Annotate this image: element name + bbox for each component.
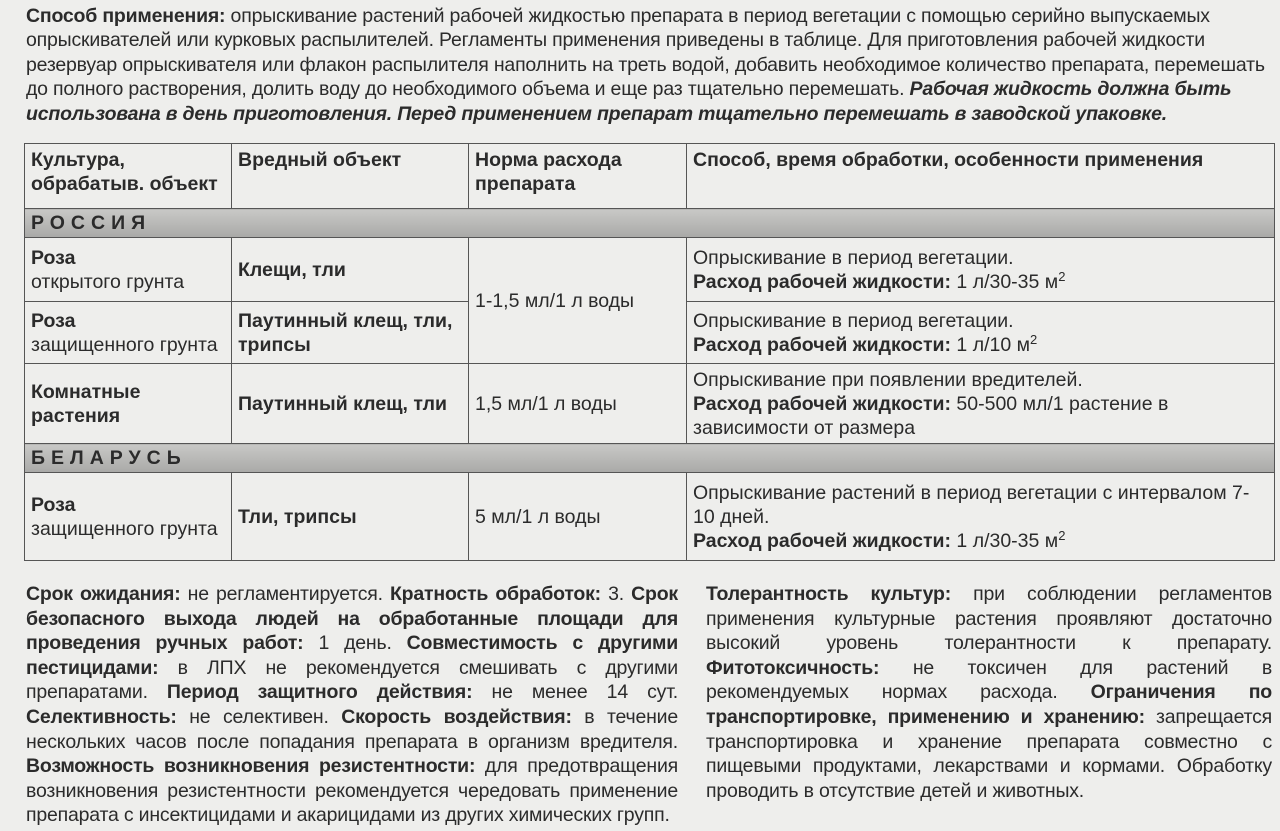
compat-label: Совместимость с другими пестицидами: xyxy=(26,632,678,679)
consumption-value: 1 л/30-35 м xyxy=(951,270,1059,293)
consumption-value: 50-500 мл/1 растение в зависимости от размера xyxy=(693,392,1169,439)
application-method-text: опрыскивание растений рабочей жидкостью препарата в период вегетации с помощью серийно выпускаемых опрыскивателей или курковых распылителей. Регламенты применения приведены в таблице. Для приготовления рабочей жидкости резервуар опрыскивателя или флакон распылителя наполнить на треть водой, добавить необходимое количество препарата, перемешать до полного растворения, долить воду до необходимого объема и еще раз тщательно перемешать. xyxy=(26,5,1265,101)
header-rate: Норма расхода препарата xyxy=(469,144,687,209)
application-method-label: Способ применения: xyxy=(26,5,226,27)
table-row xyxy=(25,473,1275,561)
phytotoxicity-label: Фитотоксичность: xyxy=(706,656,880,679)
method-cell xyxy=(687,238,1275,302)
pest-cell: Клещи, тли xyxy=(232,238,469,302)
pest-cell: Паутинный клещ, тли, трипсы xyxy=(232,302,469,364)
method-cell xyxy=(687,364,1275,444)
speed-text: в течение нескольких часов после попадания препарата в организм вредителя. xyxy=(26,705,678,753)
header-crop: Культура, обрабатыв. объект xyxy=(25,144,232,209)
speed-label: Скорость воздействия: xyxy=(341,705,572,728)
waiting-text: не регламентируется. xyxy=(180,583,390,605)
resistance-label: Возможность возникновения резистентности: xyxy=(26,755,476,778)
phytotoxicity-text: не токсичен для растений в рекомендуемых нормах расхода. xyxy=(706,656,1272,704)
period-label: Период защитного действия: xyxy=(166,681,473,704)
resistance-text: для предотвращения возникновения резистентности рекомендуется чередовать применение препарата с инсектицидами и акарицидами из других химических групп. xyxy=(26,755,678,827)
table-header-row xyxy=(25,144,1275,209)
waiting-label: Срок ожидания: xyxy=(26,583,181,605)
crop-cell: Комнатные растения xyxy=(25,364,232,444)
crop-cell xyxy=(25,238,232,302)
method-text: Опрыскивание в период вегетации. xyxy=(693,309,1014,332)
crop-sub: защищенного грунта xyxy=(31,517,218,540)
rate-cell: 1,5 мл/1 л воды xyxy=(469,364,687,444)
rate-cell: 1-1,5 мл/1 л воды xyxy=(469,238,687,364)
pest-cell: Паутинный клещ, тли xyxy=(232,364,469,444)
notes-column-left xyxy=(26,582,678,828)
crop-name: Роза xyxy=(31,246,76,269)
selectivity-text: не селективен. xyxy=(176,705,342,728)
reentry-label: Срок безопасного выхода людей на обработанные площади для проведения ручных работ: xyxy=(26,583,678,655)
unit-superscript: 2 xyxy=(1058,268,1066,284)
crop-sub: защищенного грунта xyxy=(31,333,218,356)
rate-cell: 5 мл/1 л воды xyxy=(469,473,687,561)
application-method-paragraph xyxy=(26,4,1270,126)
country-belarus: БЕЛАРУСЬ xyxy=(25,444,1275,473)
table-row xyxy=(25,364,1275,444)
crop-cell xyxy=(25,473,232,561)
regulation-table xyxy=(24,143,1275,561)
restrictions-label: Ограничения по транспортировке, применению и хранению: xyxy=(706,681,1272,728)
crop-sub: открытого грунта xyxy=(31,270,185,293)
table-row xyxy=(25,238,1275,302)
pest-cell: Тли, трипсы xyxy=(232,473,469,561)
period-text: не менее 14 сут. xyxy=(472,681,678,704)
method-text: Опрыскивание при появлении вредителей. xyxy=(693,368,1083,391)
application-warning: Рабочая жидкость должна быть использована в день приготовления. Перед применением препарат тщательно перемешать в заводской упаковке. xyxy=(26,78,1232,125)
notes-column-right xyxy=(706,582,1272,803)
compat-text: в ЛПХ не рекомендуется смешивать с другими препаратами. xyxy=(26,656,678,704)
multiplicity-label: Кратность обработок: xyxy=(389,583,601,605)
reentry-text: 1 день. xyxy=(303,632,407,655)
consumption-value: 1 л/10 м xyxy=(951,333,1031,356)
consumption-value: 1 л/30-35 м xyxy=(951,529,1059,552)
crop-name: Роза xyxy=(31,493,76,516)
selectivity-label: Селективность: xyxy=(26,705,177,728)
crop-name: Роза xyxy=(31,309,76,332)
consumption-label: Расход рабочей жидкости: xyxy=(693,270,952,293)
country-row-belarus xyxy=(25,444,1275,473)
method-text: Опрыскивание в период вегетации. xyxy=(693,246,1014,269)
header-method: Способ, время обработки, особенности применения xyxy=(687,144,1275,209)
method-cell xyxy=(687,302,1275,364)
consumption-label: Расход рабочей жидкости: xyxy=(693,529,952,552)
crop-cell xyxy=(25,302,232,364)
method-text: Опрыскивание растений в период вегетации с интервалом 7-10 дней. xyxy=(693,481,1250,528)
unit-superscript: 2 xyxy=(1058,527,1066,543)
consumption-label: Расход рабочей жидкости: xyxy=(693,392,952,415)
multiplicity-text: 3. xyxy=(600,583,632,605)
restrictions-text: запрещается транспортировка и хранение препарата совместно с пищевыми продуктами, лекарствами и кормами. Обработку проводить в отсутствие детей и животных. xyxy=(706,705,1272,802)
tolerance-label: Толерантность культур: xyxy=(706,583,951,605)
consumption-label: Расход рабочей жидкости: xyxy=(693,333,952,356)
unit-superscript: 2 xyxy=(1030,331,1038,347)
header-pest: Вредный объект xyxy=(232,144,469,209)
country-russia: РОССИЯ xyxy=(25,209,1275,238)
tolerance-text: при соблюдении регламентов применения культурные растения проявляют достаточно высокий уровень толерантности к препарату. xyxy=(706,583,1272,655)
method-cell xyxy=(687,473,1275,561)
country-row-russia xyxy=(25,209,1275,238)
